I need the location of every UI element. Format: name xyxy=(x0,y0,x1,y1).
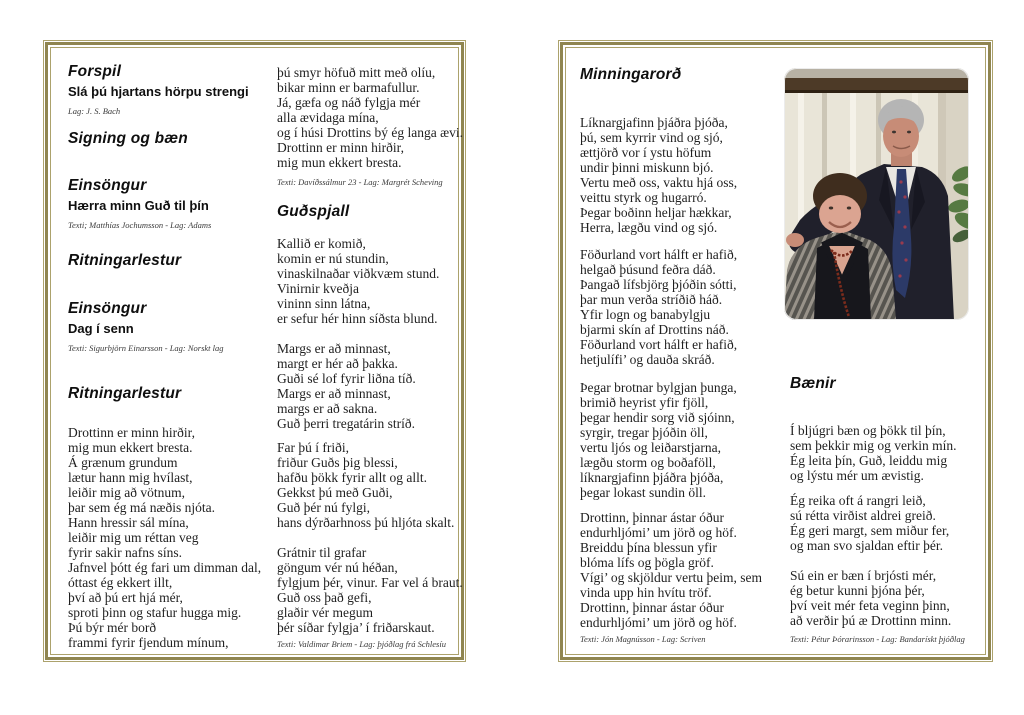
poem-line: frammi fyrir fjendum mínum, xyxy=(68,635,229,650)
poem-line: undir þinni miskunn bjó. xyxy=(580,160,714,175)
program-item xyxy=(68,385,181,403)
poem-line: þú, sem kyrrir vind og sjó, xyxy=(580,130,723,145)
poem-line: líknargjafinn þjáðra þjóða, xyxy=(580,470,724,485)
poem-line: Drottinn, þinnar ástar óður xyxy=(580,600,724,615)
poem-line: Þú býr mér borð xyxy=(68,620,157,635)
hymn-stanza xyxy=(580,380,737,500)
hymn-stanza xyxy=(580,510,762,630)
poem-line: Þegar boðinn heljar hækkar, xyxy=(580,205,732,220)
poem-line: Föðurland vort hálft er hafið, xyxy=(580,247,738,262)
hymn-stanza xyxy=(277,341,416,431)
program-item-credit: Lag: J. S. Bach xyxy=(68,106,121,116)
section-title-baenir: Bænir xyxy=(790,375,836,392)
poem-line: hans dýrðarhnoss þú hljóta skalt. xyxy=(277,515,455,530)
program-item-title: Einsöngur xyxy=(68,177,147,194)
program-item xyxy=(68,130,188,148)
poem-line: þegar lokast sundin öll. xyxy=(580,485,706,500)
poem-line: Breiddu þína blessun yfir xyxy=(580,540,717,555)
poem-line: brimið heyrist yfir fjöll, xyxy=(580,395,709,410)
memorial-photo xyxy=(784,68,969,320)
poem-line: fylgjum þér, vinur. Far vel á braut. xyxy=(277,575,463,590)
poem-line: Líknargjafinn þjáðra þjóða, xyxy=(580,115,728,130)
poem-line: mig mun ekkert bresta. xyxy=(68,440,193,455)
page-right xyxy=(558,40,993,662)
poem-line: helgað þúsund feðra dáð. xyxy=(580,262,716,277)
poem-line: Drottinn er minn hirðir, xyxy=(277,140,404,155)
prayer-stanza xyxy=(790,423,956,483)
poem-line: Þangað lífsbjörg þjóðin sótti, xyxy=(580,277,737,292)
program-item-title: Forspil xyxy=(68,63,122,80)
poem-line: Í bljúgri bæn og þökk til þín, xyxy=(790,423,946,438)
poem-line: Guði sé lof fyrir liðna tíð. xyxy=(277,371,416,386)
poem-line: Já, gæfa og náð fylgja mér xyxy=(277,95,421,110)
program-item-song: Hærra minn Guð til þín xyxy=(68,198,209,213)
poem-line: Ég leita þín, Guð, leiddu mig xyxy=(790,453,948,468)
poem-line: Ég reika oft á rangri leið, xyxy=(790,493,926,508)
poem-line: þér síðar fylgja’ í friðarskaut. xyxy=(277,620,435,635)
program-item-title: Signing og bæn xyxy=(68,130,188,147)
poem-line: Vertu með oss, vaktu hjá oss, xyxy=(580,175,738,190)
program-item-credit: Texti: Sigurbjörn Einarsson - Lag: Norskt lag xyxy=(68,343,224,353)
poem-line: óttast ég ekkert illt, xyxy=(68,575,173,590)
poem-line: Guð þér nú fylgi, xyxy=(277,500,370,515)
poem-line: Drottinn, þinnar ástar óður xyxy=(580,510,724,525)
program-item xyxy=(68,252,181,270)
poem-line: Sú ein er bæn í brjósti mér, xyxy=(790,568,937,583)
memorial-photo-illustration xyxy=(784,68,969,320)
hymn-stanza xyxy=(277,440,454,530)
poem-line: vininn sinn látna, xyxy=(277,296,371,311)
poem-line: göngum vér nú héðan, xyxy=(277,560,398,575)
poem-line: lætur hann mig hvílast, xyxy=(68,470,193,485)
hymn-credit: Texti: Valdimar Briem - Lag: þjóðlag frá Schlesíu xyxy=(277,639,446,649)
poem-line: Föðurland vort hálft er hafið, xyxy=(580,337,738,352)
prayer-stanza xyxy=(790,568,951,628)
poem-line: að verðir þú æ Drottinn minn. xyxy=(790,613,952,628)
poem-line: vinda upp hin hvítu tröf. xyxy=(580,585,712,600)
poem-line: þar mun verða stríðið háð. xyxy=(580,292,723,307)
hymn-credit: Texti: Jón Magnússon - Lag: Scriven xyxy=(580,634,706,644)
poem-line: Ég geri margt, sem miður fer, xyxy=(790,523,950,538)
poem-line: sem þekkir mig og verkin mín. xyxy=(790,438,957,453)
program-item-song: Dag í senn xyxy=(68,321,134,336)
poem-line: Guð þerri tregatárin stríð. xyxy=(277,416,415,431)
hymn-stanza xyxy=(277,236,439,326)
poem-line: Þegar brotnar bylgjan þunga, xyxy=(580,380,737,395)
poem-line: leiðir mig um réttan veg xyxy=(68,530,199,545)
poem-line: mig mun ekkert bresta. xyxy=(277,155,402,170)
poem-line: Grátnir til grafar xyxy=(277,545,367,560)
poem-line: Hann hressir sál mína, xyxy=(68,515,189,530)
poem-line: og í húsi Drottins bý ég langa ævi. xyxy=(277,125,463,140)
poem-line: þegar hendir sorg við sjóinn, xyxy=(580,410,735,425)
poem-line: vertu ljós og leiðarstjarna, xyxy=(580,440,721,455)
poem-line: Gekkst þú með Guði, xyxy=(277,485,393,500)
poem-line: lægðu storm og boðaföll, xyxy=(580,455,716,470)
poem-line: glaðir vér megum xyxy=(277,605,373,620)
program-item-credit: Texti; Matthías Jochumsson - Lag: Adams xyxy=(68,220,212,230)
poem-line: Jafnvel þótt ég fari um dimman dal, xyxy=(68,560,262,575)
poem-line: Guð oss það gefi, xyxy=(277,590,372,605)
poem-line: Far þú í friði, xyxy=(277,440,349,455)
poem-line: margt er hér að þakka. xyxy=(277,356,398,371)
prayer-credit: Texti: Pétur Þórarinsson - Lag: Bandarískt þjóðlag xyxy=(790,634,965,644)
poem-line: Margs er að minnast, xyxy=(277,386,391,401)
prayer-stanza xyxy=(790,493,949,553)
poem-line: og lýstu mér um ævistig. xyxy=(790,468,924,483)
page-left xyxy=(43,40,466,662)
poem-line: hetjulífi’ og dauða skráð. xyxy=(580,352,715,367)
poem-line: sproti þinn og stafur hugga mig. xyxy=(68,605,242,620)
psalm23-part2 xyxy=(277,65,463,170)
psalm23-part1 xyxy=(68,425,261,650)
program-item-title: Ritningarlestur xyxy=(68,252,182,269)
poem-line: Herra, lægðu vind og sjó. xyxy=(580,220,718,235)
poem-line: endurhljómi’ um jörð og höf. xyxy=(580,615,737,630)
poem-line: leiðir mig að vötnum, xyxy=(68,485,185,500)
poem-line: Kallið er komið, xyxy=(277,236,366,251)
psalm23-credit: Texti: Davíðssálmur 23 - Lag: Margrét Scheving xyxy=(277,177,443,187)
poem-line: syrgir, tregar þjóðin öll, xyxy=(580,425,708,440)
poem-line: þar sem ég má næðis njóta. xyxy=(68,500,215,515)
section-title-minningarord: Minningarorð xyxy=(580,66,682,83)
poem-line: Vígi’ og skjöldur vertu þeim, sem xyxy=(580,570,762,585)
program-item xyxy=(68,63,249,116)
poem-line: Yfir logn og banabylgju xyxy=(580,307,711,322)
hymn-stanza xyxy=(277,545,463,635)
poem-line: Margs er að minnast, xyxy=(277,341,391,356)
hymn-stanza xyxy=(580,247,737,367)
poem-line: sú rétta virðist aldrei greið. xyxy=(790,508,936,523)
poem-line: endurhljómi’ um jörð og höf. xyxy=(580,525,737,540)
hymn-stanza xyxy=(580,115,737,235)
poem-line: alla ævidaga mína, xyxy=(277,110,379,125)
poem-line: hafðu þökk fyrir allt og allt. xyxy=(277,470,427,485)
program-item-song: Slá þú hjartans hörpu strengi xyxy=(68,84,249,99)
poem-line: er sefur hér hinn síðsta blund. xyxy=(277,311,438,326)
program-item-title: Ritningarlestur xyxy=(68,385,182,402)
poem-line: því veit mér feta veginn þinn, xyxy=(790,598,950,613)
poem-line: blóma lífs og þögla gröf. xyxy=(580,555,714,570)
poem-line: veittu styrk og hugarró. xyxy=(580,190,707,205)
section-title-gudspjall: Guðspjall xyxy=(277,203,350,220)
poem-line: Á grænum grundum xyxy=(68,455,178,470)
poem-line: Drottinn er minn hirðir, xyxy=(68,425,195,440)
poem-line: margs er að sakna. xyxy=(277,401,378,416)
poem-line: vinaskilnaðar viðkvæm stund. xyxy=(277,266,440,281)
program-item-title: Einsöngur xyxy=(68,300,147,317)
poem-line: friður Guðs þig blessi, xyxy=(277,455,398,470)
poem-line: því að þú ert hjá mér, xyxy=(68,590,183,605)
poem-line: og man svo sjaldan eftir þér. xyxy=(790,538,943,553)
poem-line: komin er nú stundin, xyxy=(277,251,389,266)
poem-line: ættjörð vor í ystu höfum xyxy=(580,145,712,160)
poem-line: fyrir sakir nafns síns. xyxy=(68,545,182,560)
poem-line: bjarmi skín af Drottins náð. xyxy=(580,322,729,337)
poem-line: bikar minn er barmafullur. xyxy=(277,80,420,95)
program-item xyxy=(68,177,211,230)
program-item xyxy=(68,300,224,353)
poem-line: Vinirnir kveðja xyxy=(277,281,360,296)
poem-line: þú smyr höfuð mitt með olíu, xyxy=(277,65,436,80)
poem-line: ég betur kunni þjóna þér, xyxy=(790,583,925,598)
